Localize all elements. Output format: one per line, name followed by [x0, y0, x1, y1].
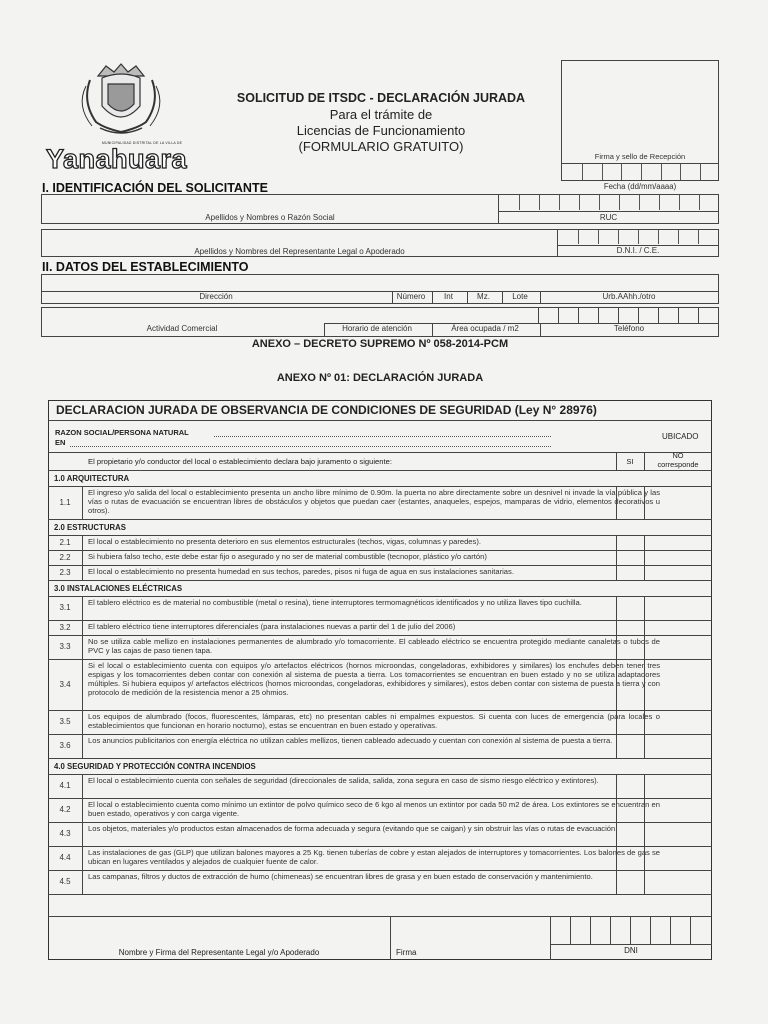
- no-corresponde-checkbox[interactable]: [645, 635, 711, 659]
- si-checkbox[interactable]: [617, 710, 643, 734]
- no-corresponde-checkbox[interactable]: [645, 822, 711, 846]
- item-number: 1.1: [59, 497, 71, 507]
- declaration-row: [48, 550, 712, 565]
- activity-label: Actividad Comercial: [146, 324, 218, 333]
- si-checkbox[interactable]: [617, 486, 643, 519]
- declaration-row: [48, 486, 712, 519]
- form-subtitle-2: Licencias de Funcionamiento: [296, 123, 466, 138]
- anexo-01-title: ANEXO Nº 01: DECLARACIÓN JURADA: [276, 372, 484, 384]
- no-corresponde-checkbox[interactable]: [645, 734, 711, 758]
- item-number: 3.4: [59, 679, 71, 689]
- section-header-title: 1.0 ARQUITECTURA: [54, 474, 130, 483]
- no-corresponde-header: NO corresponde: [657, 451, 699, 469]
- no-corresponde-checkbox[interactable]: [645, 535, 711, 550]
- si-checkbox[interactable]: [617, 870, 643, 894]
- item-text: Las instalaciones de gas (GLP) que utilizan balones mayores a 25 Kg. tienen tuberías de cobre y estan alejados de interruptores y tomacorrientes. Los balones de gas se ubican en lugares ventilados y alejados de cualquier fuente de calor.: [88, 848, 660, 866]
- form-subtitle-1: Para el trámite de: [329, 107, 433, 122]
- item-text: El tablero eléctrico es de material no combustible (metal o resina), tiene interruptores termomagnéticos identificados y no utiliza llaves tipo cuchilla.: [88, 598, 582, 607]
- logo-arc-text: MUNICIPALIDAD DISTRITAL DE LA VILLA DE: [101, 141, 183, 145]
- item-number: 3.2: [59, 622, 71, 632]
- municipal-logo: [46, 62, 196, 174]
- section-header-title: 2.0 ESTRUCTURAS: [54, 523, 126, 532]
- item-text: Las campanas, filtros y ductos de extracción de humo (chimeneas) se encuentran libres de grasa y en buen estado de conservación y mantenimiento.: [88, 872, 593, 881]
- lot-label: Lote: [512, 292, 528, 301]
- dni-label: D.N.I. / C.E.: [616, 246, 660, 255]
- no-corresponde-checkbox[interactable]: [645, 550, 711, 565]
- item-text: El tablero eléctrico tiene interruptores diferenciales (para instalaciones nuevas a partir del 1 de julio del 2006): [88, 622, 456, 631]
- si-checkbox[interactable]: [617, 635, 643, 659]
- urbanization-label: Urb.AAhh./otro: [602, 292, 656, 301]
- no-corresponde-checkbox[interactable]: [645, 774, 711, 798]
- razon-social-input[interactable]: [214, 436, 551, 437]
- ruc-label: RUC: [599, 213, 618, 222]
- item-number: 4.3: [59, 829, 71, 838]
- date-label: Fecha (dd/mm/aaaa): [603, 182, 677, 191]
- no-corresponde-checkbox[interactable]: [645, 486, 711, 519]
- phone-label: Teléfono: [613, 324, 645, 333]
- representative-name-label: Apellidos y Nombres del Representante Legal o Apoderado: [194, 247, 405, 256]
- form-title: SOLICITUD DE ITSDC - DECLARACIÓN JURADA: [236, 91, 526, 105]
- declaration-row: [48, 565, 712, 580]
- declaration-row: [48, 846, 712, 870]
- no-corresponde-checkbox[interactable]: [645, 846, 711, 870]
- item-text: Si el local o establecimiento cuenta con equipos y/o artefactos eléctricos (hornos microondas, congeladoras, exhibidores y similares) los enchufes deben tener tres espigas y los tomacorrientes deben contar con conexión al sistema de puesta a tierra. Los tomacorrientes se encuentran en buen estado y no se utiliza adaptadores múltiples. Si hubiera equipos y/ artefactos eléctricos (hornos microondas, congeladoras, exhibidores y similares), estos deben contar con sistema de puesta a tierra y con protocolo de medición de la resistencia menor a 25 ohmios.: [88, 661, 660, 697]
- declaration-row: [48, 535, 712, 550]
- applicant-name-label: Apellidos y Nombres o Razón Social: [205, 213, 335, 222]
- representative-signature-field[interactable]: [48, 916, 390, 946]
- item-text: El local o establecimiento no presenta humedad en sus techos, paredes, pisos ni fuga de agua en sus instalaciones sanitarias.: [88, 567, 514, 576]
- item-text: Si hubiera falso techo, este debe estar fijo o asegurado y no ser de material combustible (tecnopor, plástico y/o cartón): [88, 552, 487, 561]
- en-label: EN: [55, 438, 66, 447]
- logo-wordmark: Yanahuara: [46, 144, 188, 174]
- si-checkbox[interactable]: [617, 734, 643, 758]
- si-checkbox[interactable]: [617, 846, 643, 870]
- si-checkbox[interactable]: [617, 535, 643, 550]
- section-header-row: [48, 580, 712, 596]
- item-text: No se utiliza cable mellizo en instalaciones permanentes de alumbrado y/o tomacorriente. El cableado eléctrico se encuentra protegido mediante canaletas o tubos de PVC y las cajas de paso tienen tapa.: [88, 637, 660, 655]
- no-corresponde-checkbox[interactable]: [645, 870, 711, 894]
- declaration-row: [48, 734, 712, 758]
- area-label: Área ocupada / m2: [451, 324, 519, 333]
- si-checkbox[interactable]: [617, 659, 643, 710]
- item-number: 3.6: [59, 741, 71, 750]
- item-number: 4.4: [59, 853, 71, 862]
- item-text: Los objetos, materiales y/o productos estan almacenados de forma adecuada y segura (evitando que se caigan) y sin obstruir las vías o rutas de evacuación.: [88, 824, 618, 833]
- si-checkbox[interactable]: [617, 596, 643, 620]
- item-text: El local o establecimiento cuenta con señales de seguridad (direccionales de salida, salida, zona segura en caso de sismo riesgo eléctrico y extintores).: [88, 776, 599, 785]
- no-corresponde-checkbox[interactable]: [645, 710, 711, 734]
- item-text: El ingreso y/o salida del local o establecimiento presenta un ancho libre mínimo de 0.90m. la puerta no abre directamente sobre un desnivel ni invade la vía pública y las vías o rutas de evacuación se encuentran libres de obstáculos y objetos que puedan caer (estantes, anaqueles, espejos, mamparas de vidrio, elementos decorativos u otros).: [88, 488, 660, 515]
- representative-signature-label: Nombre y Firma del Representante Legal y/o Apoderado: [118, 948, 320, 957]
- item-number: 3.5: [59, 717, 71, 726]
- item-number: 3.1: [59, 603, 71, 612]
- reception-signature-label: Firma y sello de Recepción: [594, 152, 686, 161]
- signature-field[interactable]: [391, 916, 549, 946]
- declaration-row: [48, 822, 712, 846]
- form-subtitle-3: (FORMULARIO GRATUITO): [298, 139, 464, 154]
- declaration-row: [48, 659, 712, 710]
- intro-text: El propietario y/o conductor del local o establecimiento declara bajo juramento o siguiente:: [88, 457, 392, 466]
- block-label: Mz.: [477, 292, 490, 301]
- no-corresponde-checkbox[interactable]: [645, 596, 711, 620]
- si-checkbox[interactable]: [617, 822, 643, 846]
- ubicado-label: UBICADO: [662, 432, 699, 441]
- firma-label: Firma: [396, 948, 417, 957]
- no-corresponde-checkbox[interactable]: [645, 620, 711, 635]
- coat-of-arms-icon: [46, 62, 196, 140]
- section-1-title: I. IDENTIFICACIÓN DEL SOLICITANTE: [42, 181, 268, 195]
- si-checkbox[interactable]: [617, 620, 643, 635]
- item-text: Los anuncios publicitarios con energía eléctrica no utilizan cables mellizos, tienen cableado adecuado y cuentan con conexión al sistema de puesta a tierra.: [88, 736, 613, 745]
- declaration-row: [48, 870, 712, 894]
- intro-row: [48, 452, 712, 470]
- no-corresponde-checkbox[interactable]: [645, 798, 711, 822]
- number-label: Número: [396, 292, 426, 301]
- section-2-title: II. DATOS DEL ESTABLECIMIENTO: [42, 260, 249, 274]
- item-number: 4.5: [59, 877, 71, 886]
- declaration-row: [48, 635, 712, 659]
- si-header: SI: [626, 457, 634, 466]
- signature-footer: [48, 916, 712, 960]
- declaration-row: [48, 798, 712, 822]
- si-checkbox[interactable]: [617, 550, 643, 565]
- item-number: 2.1: [59, 537, 71, 547]
- reception-stamp-box[interactable]: [561, 60, 719, 164]
- no-corresponde-checkbox[interactable]: [645, 565, 711, 580]
- no-corresponde-checkbox[interactable]: [645, 659, 711, 710]
- declaration-title: DECLARACION JURADA DE OBSERVANCIA DE CONDICIONES DE SEGURIDAD (Ley N° 28976): [56, 403, 597, 417]
- declaration-row: [48, 710, 712, 734]
- item-number: 4.2: [59, 805, 71, 814]
- item-text: El local o establecimiento no presenta deterioro en sus elementos estructurales (techos, vigas, columnas y paredes).: [88, 537, 481, 546]
- anexo-decreto-title: ANEXO – DECRETO SUPREMO Nº 058-2014-PCM: [251, 338, 509, 350]
- section-header-row: [48, 470, 712, 486]
- footer-dni-label: DNI: [624, 946, 638, 955]
- schedule-label: Horario de atención: [342, 324, 412, 333]
- section-header-title: 3.0 INSTALACIONES ELÉCTRICAS: [54, 584, 183, 593]
- section-header-title: 4.0 SEGURIDAD Y PROTECCIÓN CONTRA INCENDIOS: [54, 762, 256, 771]
- en-input[interactable]: [70, 446, 551, 447]
- declaration-row: [48, 620, 712, 635]
- item-number: 2.3: [59, 567, 71, 577]
- razon-social-label: RAZON SOCIAL/PERSONA NATURAL: [55, 428, 189, 437]
- si-checkbox[interactable]: [617, 774, 643, 798]
- item-number: 4.1: [59, 781, 71, 790]
- declaration-row: [48, 596, 712, 620]
- footer-dni-field[interactable]: [551, 916, 711, 944]
- section-header-row: [48, 519, 712, 535]
- si-checkbox[interactable]: [617, 565, 643, 580]
- item-text: Los equipos de alumbrado (focos, fluorescentes, lámparas, etc) no presentan cables ni empalmes expuestos. Si cuenta con luces de emergencia (para locales o establecimientos que funcionan en horario nocturno), estas se encuentran en buen estado y operativas.: [88, 712, 660, 730]
- si-checkbox[interactable]: [617, 798, 643, 822]
- item-text: El local o establecimiento cuenta como mínimo un extintor de polvo químico seco de 6 kgo al menos un extintor por cada 50 m2 de área. Los extintores se encuentran en buen estado, operativos y con carga vigente.: [88, 800, 660, 818]
- section-header-row: [48, 758, 712, 774]
- interior-label: Int: [444, 292, 453, 301]
- declaration-row: [48, 774, 712, 798]
- address-label: Dirección: [199, 292, 233, 301]
- date-boxes[interactable]: [561, 163, 719, 181]
- item-number: 2.2: [59, 552, 71, 562]
- item-number: 3.3: [59, 642, 71, 651]
